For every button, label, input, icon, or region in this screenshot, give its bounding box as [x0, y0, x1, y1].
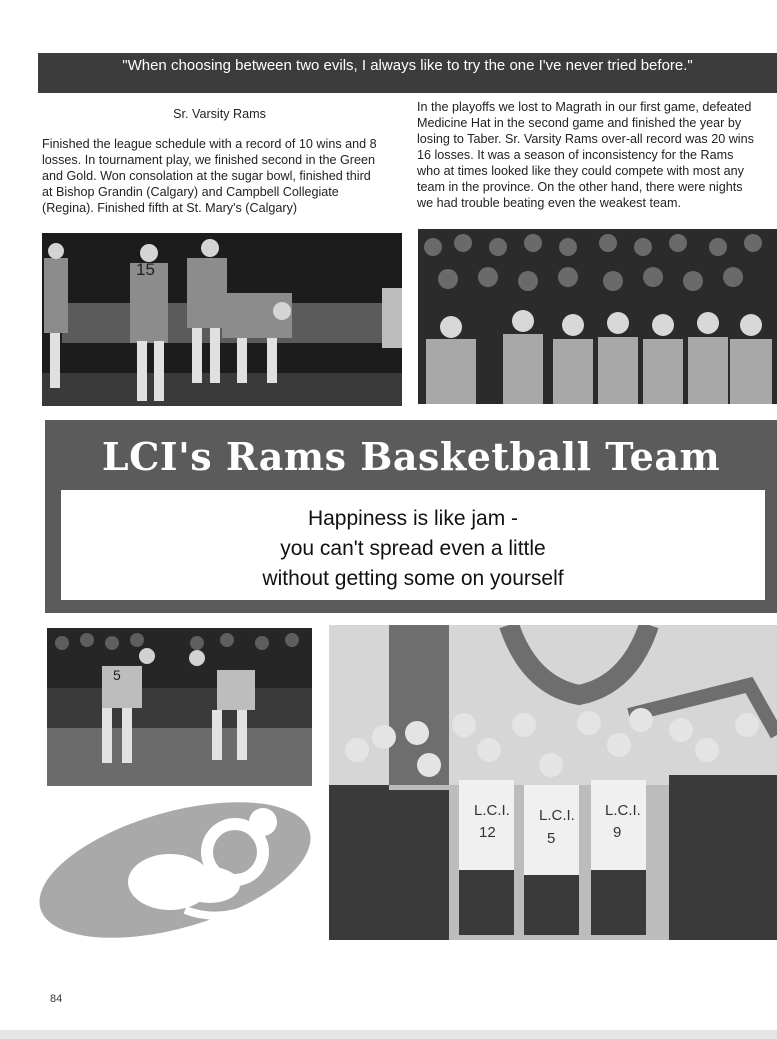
right-line: 16 losses. It was a season of inconsistency for the Rams [417, 148, 734, 162]
banner-title: LCI's Rams Basketball Team [101, 434, 721, 479]
left-line: (Regina). Finished fifth at St. Mary's (Calgary) [42, 201, 298, 215]
right-line: Medicine Hat in the second game and finished the year by [417, 116, 742, 130]
banner-quote-box [61, 490, 765, 600]
jersey-number: 15 [136, 260, 155, 279]
section-subheading: Sr. Varsity Rams [173, 107, 266, 121]
jersey-number: 5 [113, 667, 121, 683]
jersey-lettering: L.C.I. [539, 807, 575, 824]
left-line: and Gold. Won consolation at the sugar bowl, finished third [42, 169, 371, 183]
right-line: team in the province. On the other hand, there were nights [417, 180, 743, 194]
banner-quote-line: without getting some on yourself [262, 567, 564, 590]
quote-banner [38, 53, 777, 93]
right-line: losing to Taber. Sr. Varsity Rams over-all record was 20 wins [417, 132, 754, 146]
decorative-logo [35, 790, 315, 945]
jersey-number: 9 [613, 824, 622, 841]
page-bottom-edge [0, 1030, 777, 1039]
right-text-column [417, 99, 777, 211]
jersey-number: 5 [547, 830, 556, 847]
banner-quote-line: you can't spread even a little [280, 537, 546, 560]
jersey-lettering: L.C.I. [605, 802, 641, 819]
left-line: losses. In tournament play, we finished second in the Green [42, 153, 375, 167]
team-photo [329, 625, 777, 940]
right-line: In the playoffs we lost to Magrath in our first game, defeated [417, 100, 752, 114]
jersey-number: 12 [479, 824, 496, 841]
team-banner [45, 420, 777, 613]
page-number: 84 [50, 993, 63, 1005]
quote-text: "When choosing between two evils, I always like to try the one I've never tried before." [122, 56, 693, 74]
right-line: we had trouble beating even the weakest team. [417, 196, 681, 210]
game-play-photo [47, 628, 312, 786]
banner-quote-line: Happiness is like jam - [307, 507, 519, 530]
jersey-lettering: L.C.I. [474, 802, 510, 819]
crowd-photo [418, 229, 777, 404]
right-line: who at times looked like they could compete with most any [417, 164, 744, 178]
left-line: Finished the league schedule with a record of 10 wins and 8 [42, 137, 377, 151]
game-action-photo [42, 233, 402, 406]
left-text-column [42, 102, 397, 216]
left-line: at Bishop Grandin (Calgary) and Campbell Collegiate [42, 185, 339, 199]
